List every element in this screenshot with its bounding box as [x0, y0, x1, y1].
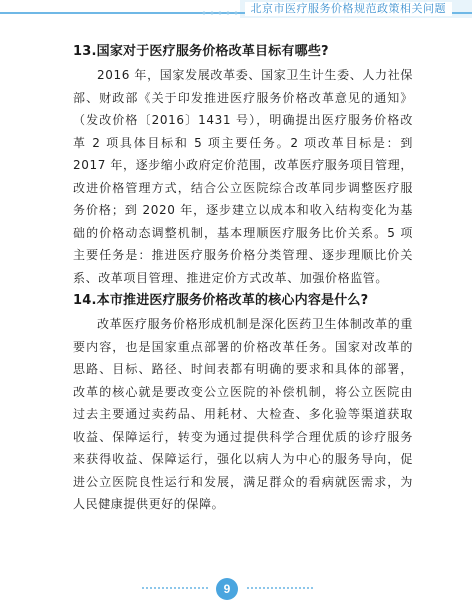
page-footer [0, 578, 472, 603]
running-header-title: 北京市医疗服务价格规范政策相关问题 [245, 2, 453, 16]
question-heading-14: 14.本市推进医疗服务价格改革的核心内容是什么? [73, 293, 369, 308]
answer-paragraph-13: 2016 年，国家发展改革委、国家卫生计生委、人力社保部、财政部《关于印发推进医疗服务价格改革意见的通知》（发改价格〔2016〕1431 号），明确提出医疗服务价格改革 2 项具体目标和 5 项主要任务。2 项改革目标是：到 2017 年，逐步缩小政府定价范围，改革医疗服务项目管理，改进价格管理方式，结合公立医院综合改革同步调整医疗服务价格；到 2020 年，逐步建立以成本和收入结构变化为基础的价格动态调整机制，基本理顺医疗服务比价关系。5 项主要任务是：推进医疗服务价格分类管理、逐步理顺比价关系、改革项目管理、推进定价方式改革、加强价格监管。 [73, 68, 413, 285]
answer-paragraph-14: 改革医疗服务价格形成机制是深化医药卫生体制改革的重要内容，也是国家重点部署的价格改革任务。国家对改革的思路、目标、路径、时间表都有明确的要求和具体的部署，改革的核心就是要改变公立医院的补偿机制，将公立医院由过去主要通过卖药品、用耗材、大检查、多化验等渠道获取收益、保障运行，转变为通过提供科学合理优质的诊疗服务来获得收益、保障运行，强化以病人为中心的服务导向，促进公立医院良性运行和发展，满足群众的看病就医需求，为人民健康提供更好的保障。 [73, 317, 413, 511]
header-dots-decoration [200, 8, 240, 18]
footer-dotted-line-left [142, 587, 208, 589]
document-body [73, 42, 413, 518]
footer-dotted-line-right [247, 587, 313, 589]
question-heading-13: 13.国家对于医疗服务价格改革目标有哪些? [73, 44, 329, 59]
page-header [0, 0, 472, 20]
page-number-badge: 9 [216, 578, 238, 600]
